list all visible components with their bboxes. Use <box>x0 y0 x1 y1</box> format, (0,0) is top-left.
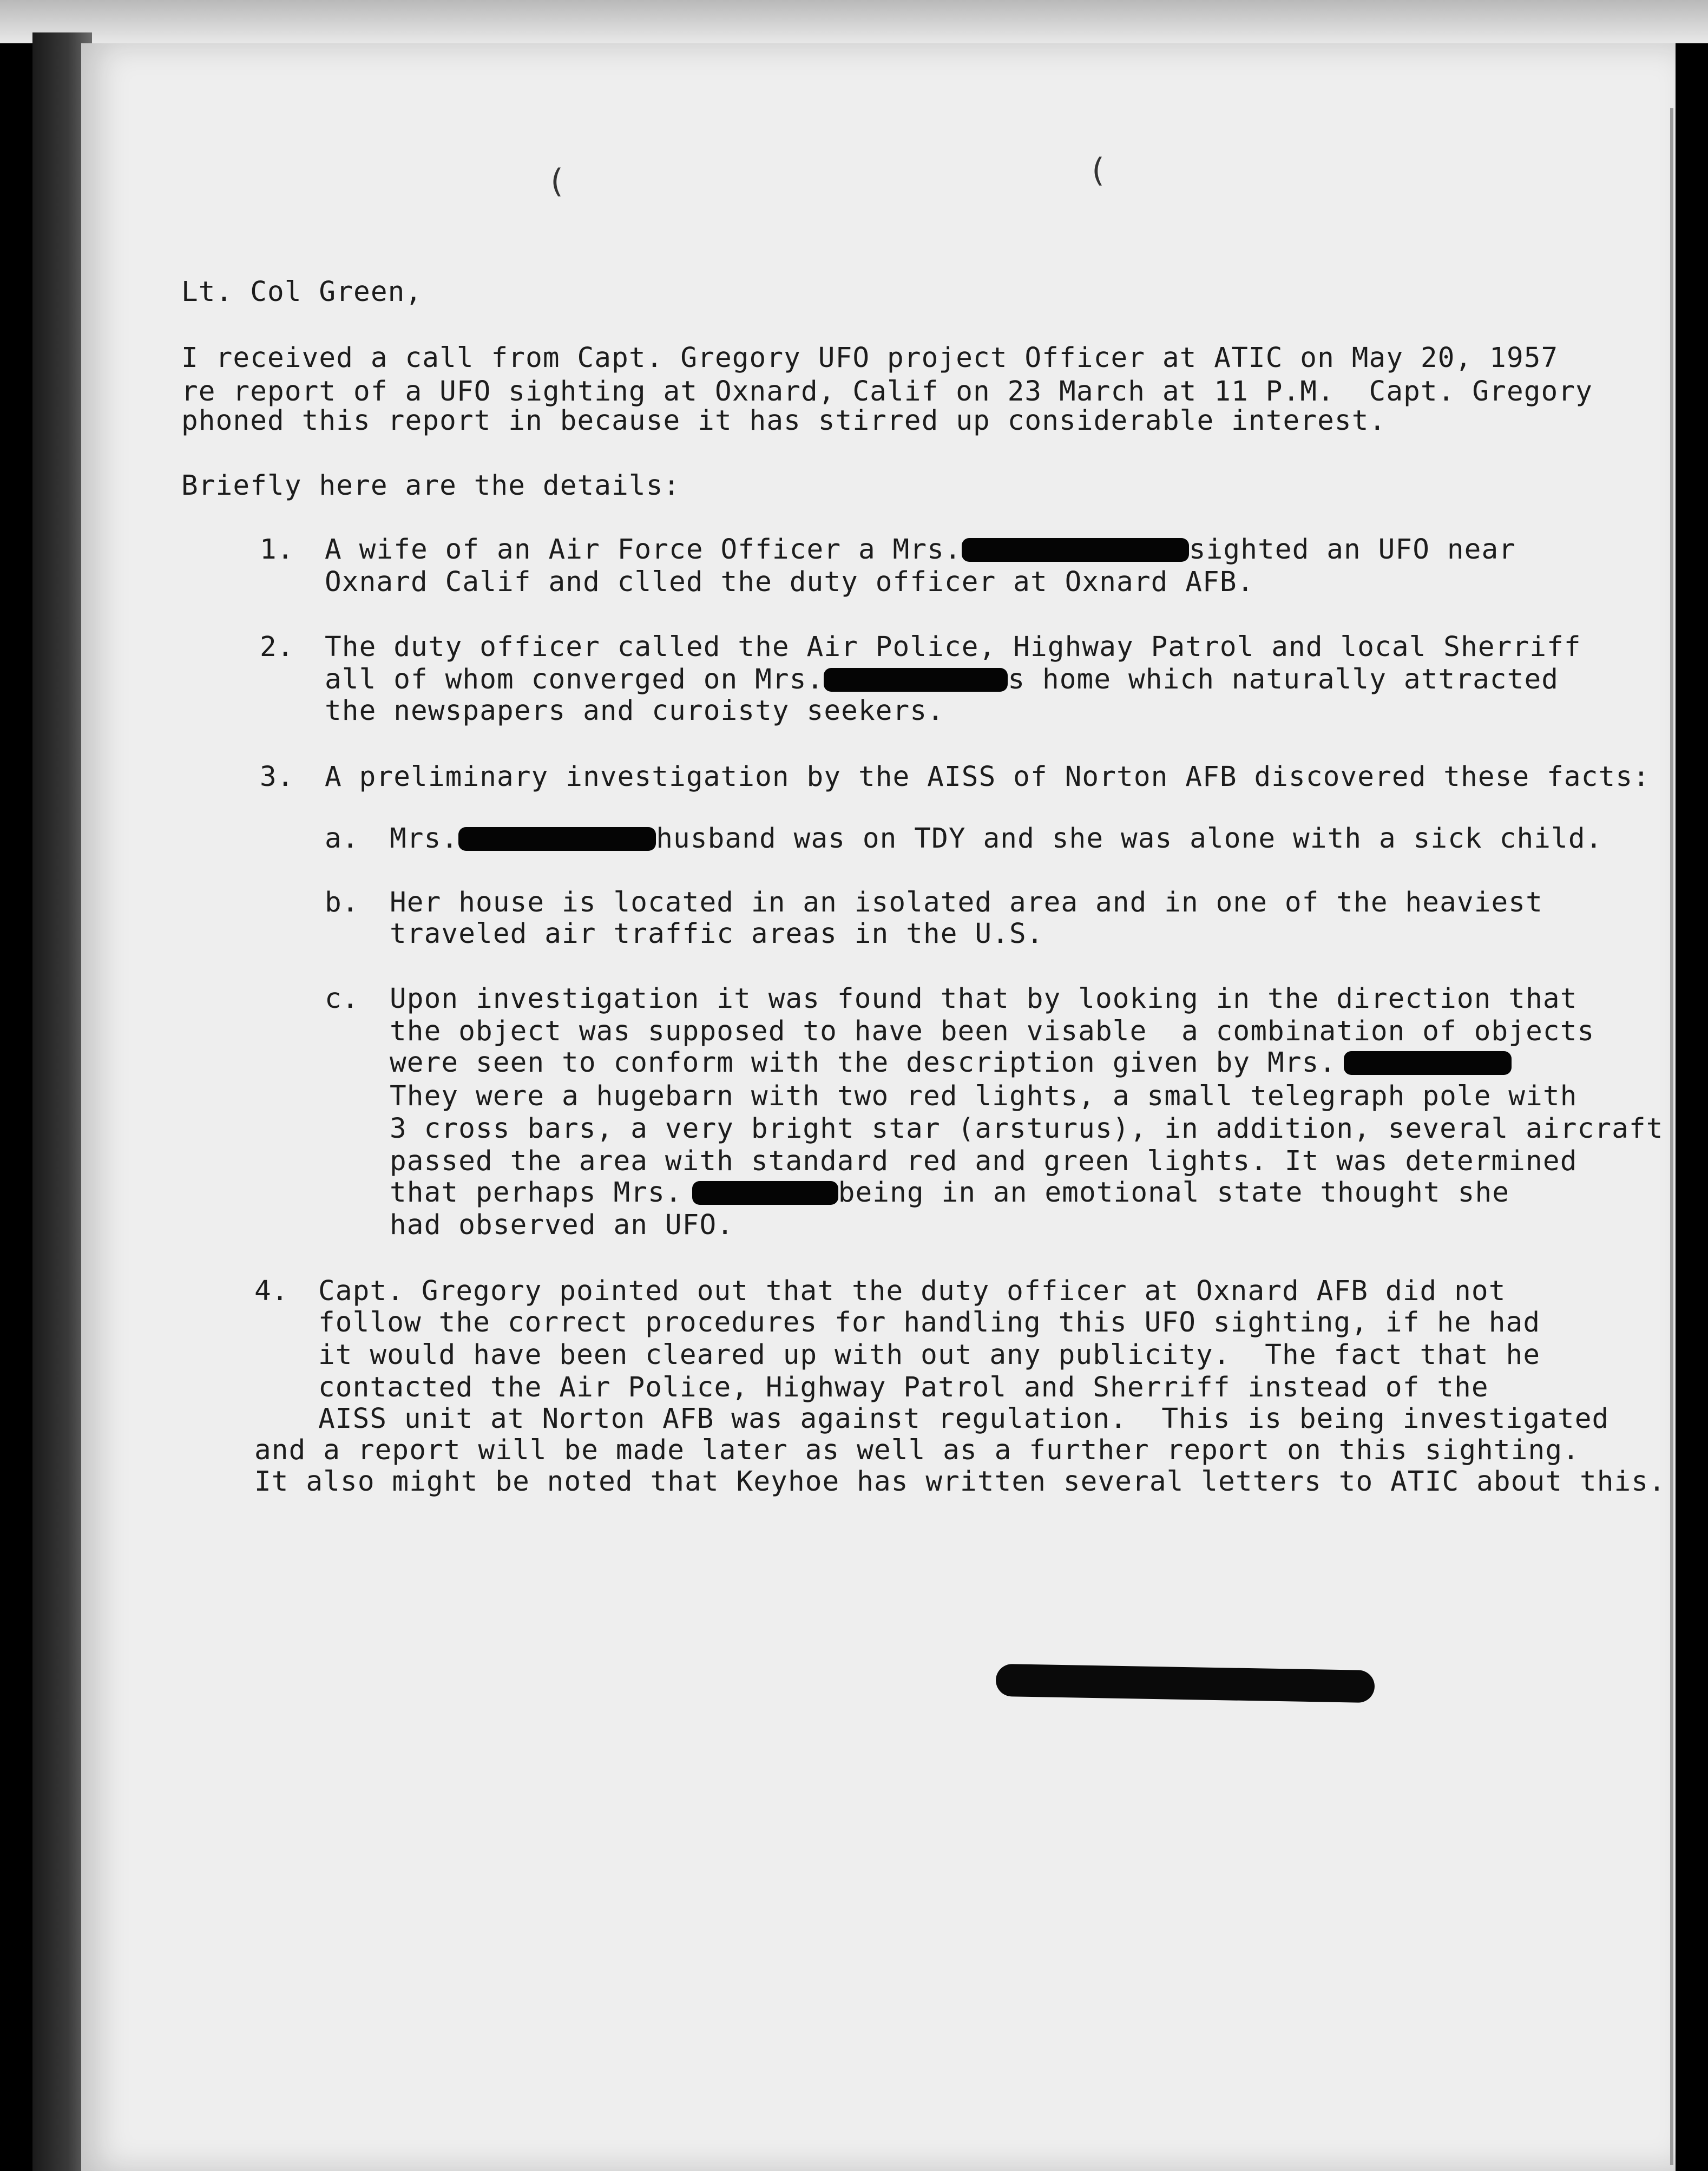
item-3a-letter: a. <box>325 823 359 855</box>
intro-line-1: I received a call from Capt. Gregory UFO project Officer at ATIC on May 20, 1957 <box>181 342 1559 374</box>
item-1-line-2: Oxnard Calif and clled the duty officer at Oxnard AFB. <box>325 566 1254 598</box>
item-3c-line-7: that perhaps Mrs. being in an emotional state thought she <box>390 1177 1510 1209</box>
item-3b-letter: b. <box>325 887 359 919</box>
item-1-number: 1. <box>260 534 294 566</box>
item-3c-line-1: Upon investigation it was found that by looking in the direction that <box>390 983 1578 1015</box>
redacted-signature <box>996 1664 1375 1703</box>
details-heading: Briefly here are the details: <box>181 470 681 502</box>
item-4-line-4: contacted the Air Police, Highway Patrol and Sherriff instead of the <box>318 1372 1489 1403</box>
item-3c-line-8: had observed an UFO. <box>390 1209 734 1241</box>
redaction-bar <box>962 538 1189 562</box>
item-4-line-1: Capt. Gregory pointed out that the duty officer at Oxnard AFB did not <box>318 1275 1506 1307</box>
item-4-line-5: AISS unit at Norton AFB was against regulation. This is being investigated <box>318 1403 1610 1435</box>
item-3-number: 3. <box>260 761 294 793</box>
item-3c-line-5: 3 cross bars, a very bright star (arsturus), in addition, several aircraft <box>390 1113 1664 1145</box>
intro-line-2: re report of a UFO sighting at Oxnard, Calif on 23 March at 11 P.M. Capt. Gregory <box>181 376 1593 408</box>
item-4-tail-1: and a report will be made later as well as a further report on this sighting. <box>254 1434 1580 1466</box>
redaction-bar <box>1344 1051 1512 1075</box>
item-3c-line-4: They were a hugebarn with two red lights, a small telegraph pole with <box>390 1080 1578 1112</box>
item-3a-line-1: Mrs. husband was on TDY and she was alone with a sick child. <box>390 823 1603 855</box>
intro-line-3: phoned this report in because it has stirred up considerable interest. <box>181 405 1387 437</box>
item-2-number: 2. <box>260 631 294 663</box>
item-3c-line-2: the object was supposed to have been visable a combination of objects <box>390 1015 1595 1047</box>
item-3-line-1: A preliminary investigation by the AISS of Norton AFB discovered these facts: <box>325 761 1650 793</box>
item-3c-line-3: were seen to conform with the description given by Mrs. <box>390 1047 1512 1079</box>
salutation: Lt. Col Green, <box>181 276 423 308</box>
item-2-line-3: the newspapers and curoisty seekers. <box>325 695 944 727</box>
redaction-bar <box>692 1181 838 1205</box>
item-4-tail-2: It also might be noted that Keyhoe has written several letters to ATIC about this. <box>254 1466 1666 1498</box>
item-4-line-3: it would have been cleared up with out any publicity. The fact that he <box>318 1339 1541 1371</box>
item-3c-letter: c. <box>325 983 359 1015</box>
item-3b-line-2: traveled air traffic areas in the U.S. <box>390 918 1044 950</box>
redaction-bar <box>824 668 1008 692</box>
stray-mark: ( <box>547 162 567 200</box>
item-2-line-2: all of whom converged on Mrs. s home which naturally attracted <box>325 664 1559 696</box>
item-4-line-2: follow the correct procedures for handling this UFO sighting, if he had <box>318 1307 1541 1339</box>
item-2-line-1: The duty officer called the Air Police, Highway Patrol and local Sherriff <box>325 631 1581 663</box>
item-3c-line-6: passed the area with standard red and green lights. It was determined <box>390 1145 1578 1177</box>
item-4-number: 4. <box>254 1275 289 1307</box>
stray-mark: ( <box>1088 152 1108 189</box>
item-3b-line-1: Her house is located in an isolated area and in one of the heaviest <box>390 887 1543 919</box>
redaction-bar <box>458 827 656 851</box>
item-1-line-1: A wife of an Air Force Officer a Mrs. sighted an UFO near <box>325 534 1516 566</box>
